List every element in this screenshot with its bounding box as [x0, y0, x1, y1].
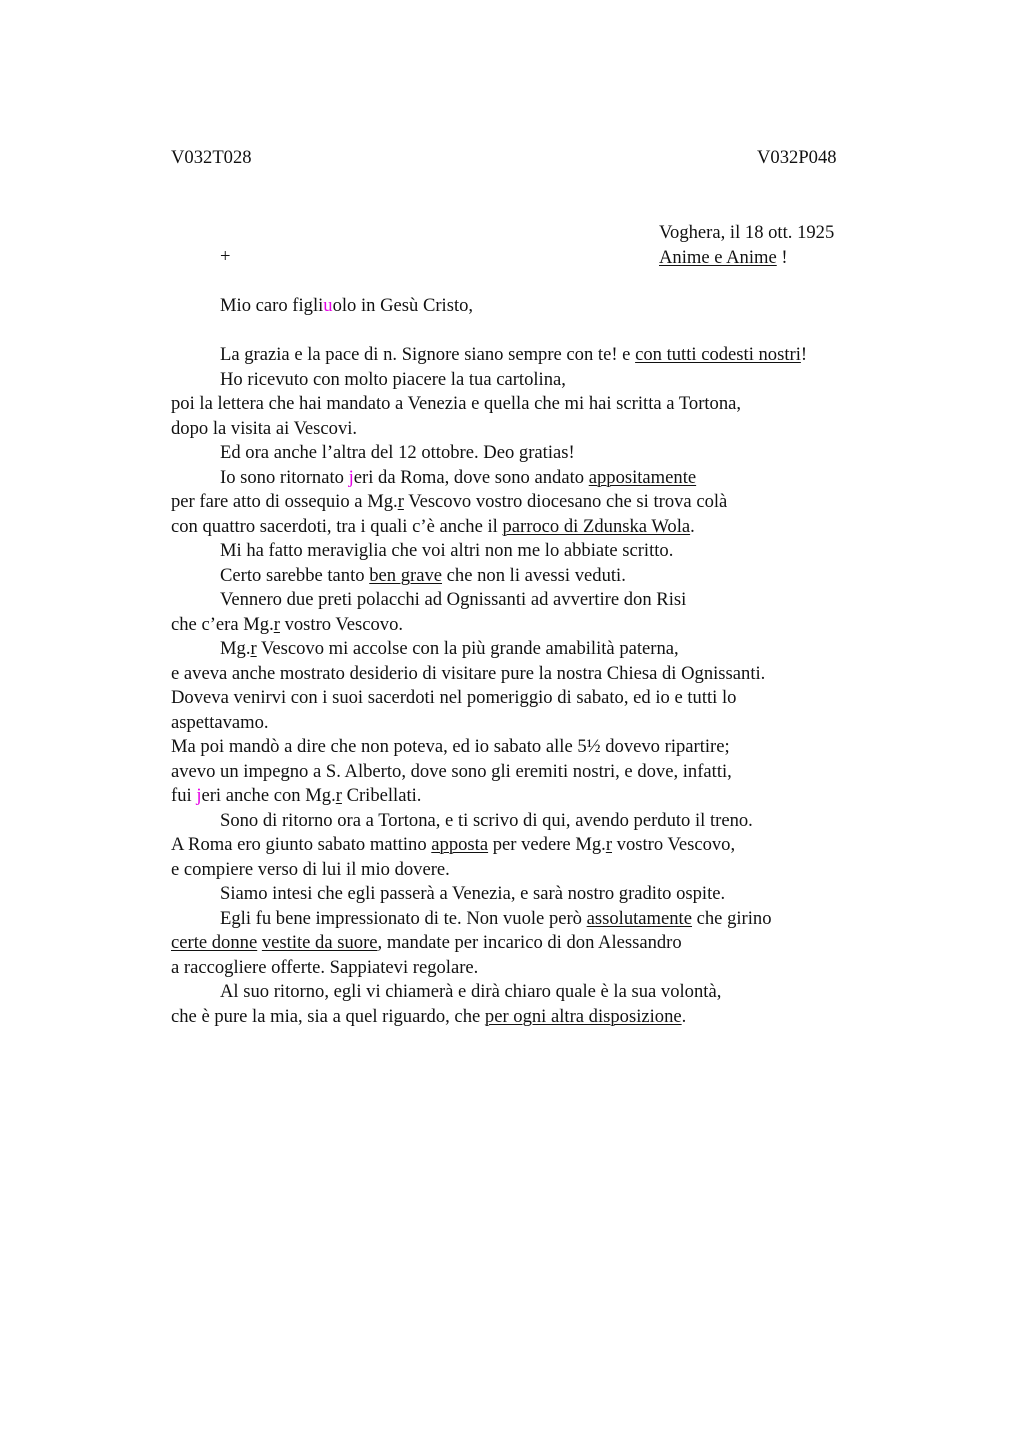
body-line: A Roma ero giunto sabato mattino apposta per vedere Mg.r vostro Vescovo,	[171, 834, 736, 855]
body-line: a raccogliere offerte. Sappiatevi regolare.	[171, 956, 479, 978]
body-line: poi la lettera che hai mandato a Venezia e quella che mi hai scritta a Tortona,	[171, 393, 742, 414]
body-line: dopo la visita ai Vescovi.	[171, 417, 358, 439]
salutation: Mio caro figliuolo in Gesù Cristo,	[220, 295, 474, 316]
body-line: Vennero due preti polacchi ad Ognissanti ad avvertire don Risi	[220, 589, 687, 610]
body-line: Doveva venirvi con i suoi sacerdoti nel pomeriggio di sabato, ed io e tutti lo	[171, 687, 737, 708]
document-code-right: V032P048	[757, 147, 837, 168]
body-line: Certo sarebbe tanto ben grave che non li avessi veduti.	[220, 564, 626, 586]
body-line: e aveva anche mostrato desiderio di visitare pure la nostra Chiesa di Ognissanti.	[171, 662, 766, 684]
dateline	[659, 221, 834, 270]
body-line: avevo un impegno a S. Alberto, dove sono gli eremiti nostri, e dove, infatti,	[171, 760, 732, 782]
body-line: che è pure la mia, sia a quel riguardo, che per ogni altra disposizione.	[171, 1005, 687, 1027]
document-code-left: V032T028	[171, 147, 252, 168]
body-line: Siamo intesi che egli passerà a Venezia, e sarà nostro gradito ospite.	[220, 883, 726, 904]
body-line: fui jeri anche con Mg.r Cribellati.	[171, 785, 422, 806]
highlighted-letter: j	[196, 785, 202, 806]
body-line: che c’era Mg.r vostro Vescovo.	[171, 613, 404, 635]
body-line: Mg.r Vescovo mi accolse con la più grande amabilità paterna,	[220, 638, 679, 659]
highlighted-letter: j	[348, 466, 354, 488]
motto-line	[659, 246, 834, 271]
body-line: e compiere verso di lui il mio dovere.	[171, 858, 450, 880]
body-line: aspettavamo.	[171, 711, 269, 733]
letter-body	[171, 343, 891, 1029]
body-line: La grazia e la pace di n. Signore siano sempre con te! e con tutti codesti nostri!	[220, 344, 808, 365]
body-line: Mi ha fatto meraviglia che voi altri non me lo abbiate scritto.	[220, 540, 674, 561]
cross-symbol: +	[220, 246, 231, 267]
body-line: Ma poi mandò a dire che non poteva, ed io sabato alle 5½ dovevo ripartire;	[171, 736, 730, 757]
motto: Anime e Anime	[659, 246, 777, 268]
body-line: Egli fu bene impressionato di te. Non vuole però assolutamente che girino	[220, 907, 772, 929]
body-line: per fare atto di ossequio a Mg.r Vescovo vostro diocesano che si trova colà	[171, 491, 728, 512]
highlighted-letter: u	[323, 295, 333, 316]
body-line: con quattro sacerdoti, tra i quali c’è anche il parroco di Zdunska Wola.	[171, 515, 695, 537]
body-line: Io sono ritornato jeri da Roma, dove sono andato appositamente	[220, 466, 697, 488]
body-line: Al suo ritorno, egli vi chiamerà e dirà chiaro quale è la sua volontà,	[220, 981, 722, 1002]
body-line: Sono di ritorno ora a Tortona, e ti scrivo di qui, avendo perduto il treno.	[220, 809, 753, 831]
body-line: certe donne vestite da suore, mandate per incarico di don Alessandro	[171, 932, 682, 953]
place-date: Voghera, il 18 ott. 1925	[659, 222, 835, 243]
body-line: Ho ricevuto con molto piacere la tua cartolina,	[220, 368, 566, 390]
motto-punct: !	[776, 246, 788, 268]
body-line: Ed ora anche l’altra del 12 ottobre. Deo gratias!	[220, 442, 575, 463]
